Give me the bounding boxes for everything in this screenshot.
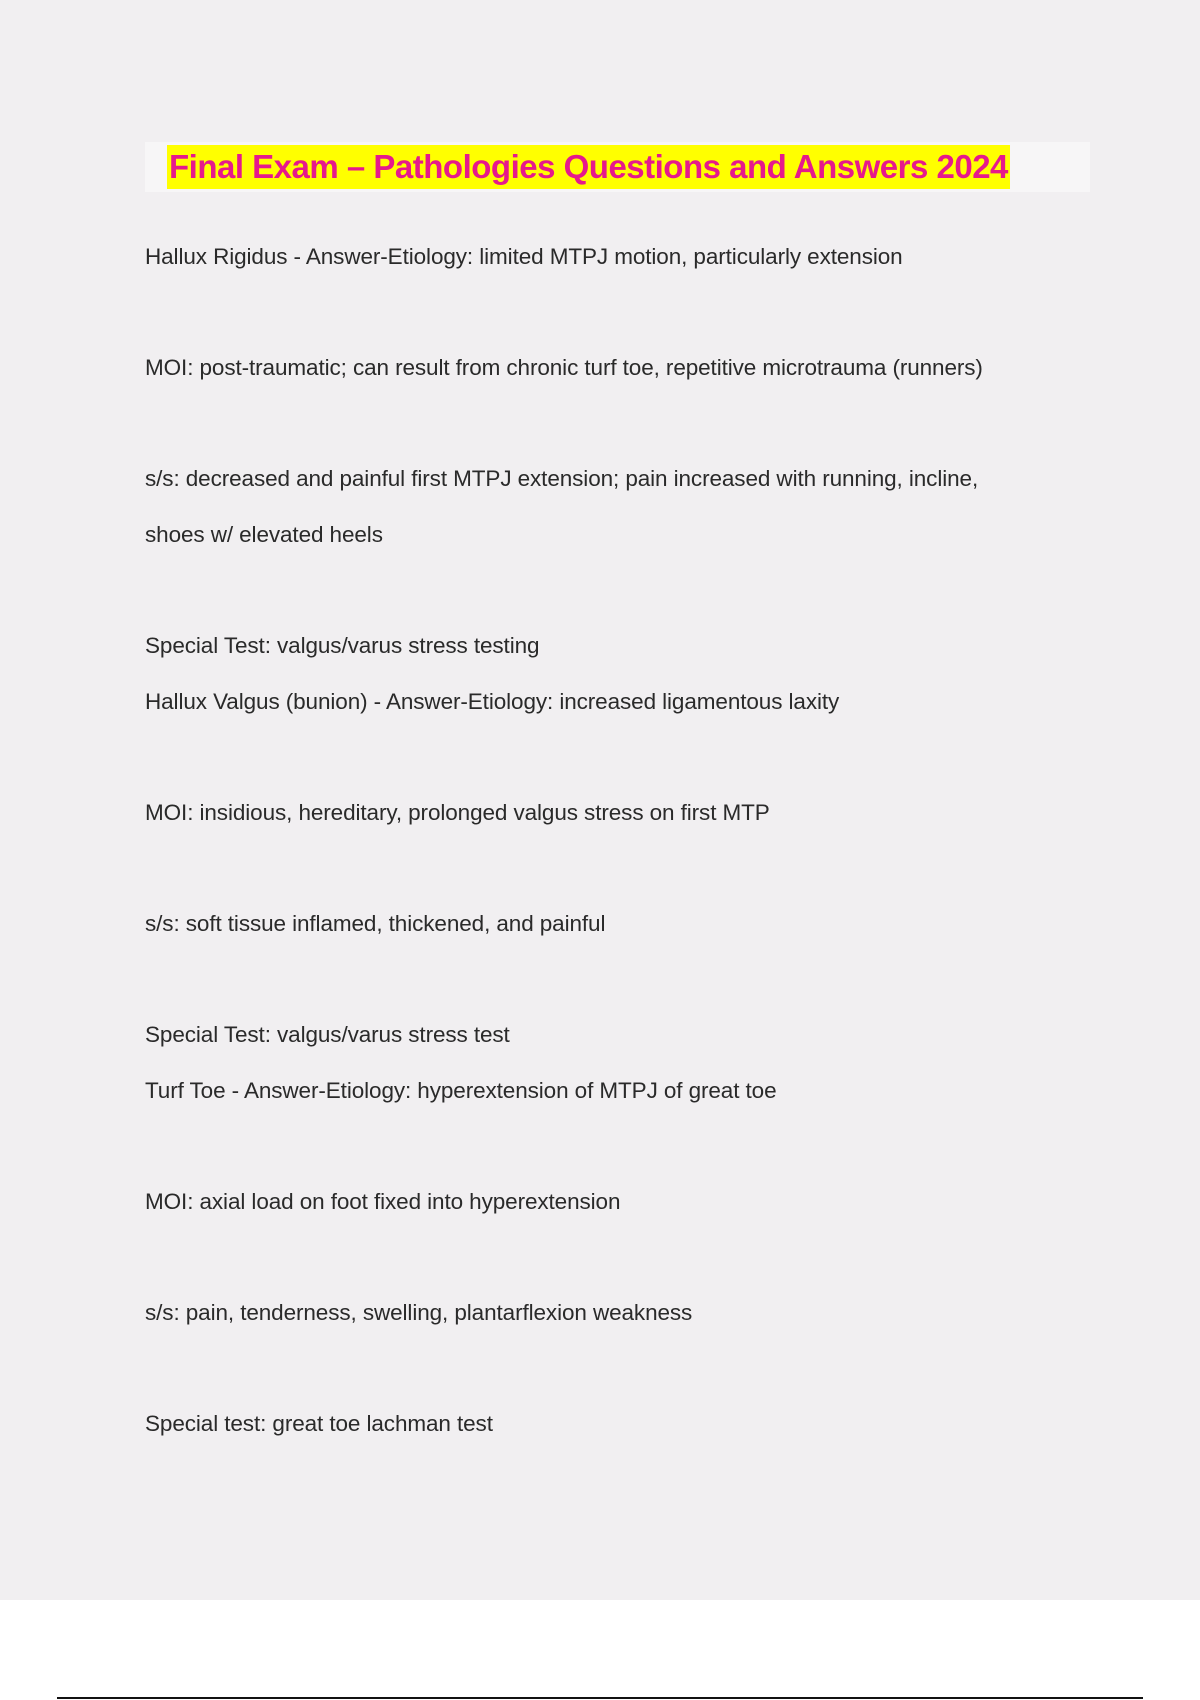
turf-toe-signs: s/s: pain, tenderness, swelling, plantarflexion weakness bbox=[145, 1300, 693, 1325]
footer-divider bbox=[57, 1697, 1143, 1699]
turf-toe-etiology: Turf Toe - Answer-Etiology: hyperextension of MTPJ of great toe bbox=[145, 1078, 777, 1103]
hallux-rigidus-signs-line-1: s/s: decreased and painful first MTPJ extension; pain increased with running, incline, bbox=[145, 466, 979, 491]
document-title: Final Exam – Pathologies Questions and Answers 2024 bbox=[167, 145, 1010, 189]
hallux-rigidus-etiology: Hallux Rigidus - Answer-Etiology: limited MTPJ motion, particularly extension bbox=[145, 244, 903, 269]
turf-toe-special-test: Special test: great toe lachman test bbox=[145, 1411, 493, 1436]
hallux-valgus-signs: s/s: soft tissue inflamed, thickened, and painful bbox=[145, 911, 606, 936]
hallux-rigidus-moi: MOI: post-traumatic; can result from chronic turf toe, repetitive microtrauma (runners) bbox=[145, 355, 983, 380]
hallux-valgus-special-test: Special Test: valgus/varus stress test bbox=[145, 1022, 510, 1047]
hallux-rigidus-signs-line-2: shoes w/ elevated heels bbox=[145, 522, 383, 547]
hallux-rigidus-special-test: Special Test: valgus/varus stress testing bbox=[145, 633, 540, 658]
turf-toe-moi: MOI: axial load on foot fixed into hyperextension bbox=[145, 1189, 621, 1214]
hallux-valgus-moi: MOI: insidious, hereditary, prolonged valgus stress on first MTP bbox=[145, 800, 770, 825]
hallux-valgus-etiology: Hallux Valgus (bunion) - Answer-Etiology: increased ligamentous laxity bbox=[145, 689, 840, 714]
